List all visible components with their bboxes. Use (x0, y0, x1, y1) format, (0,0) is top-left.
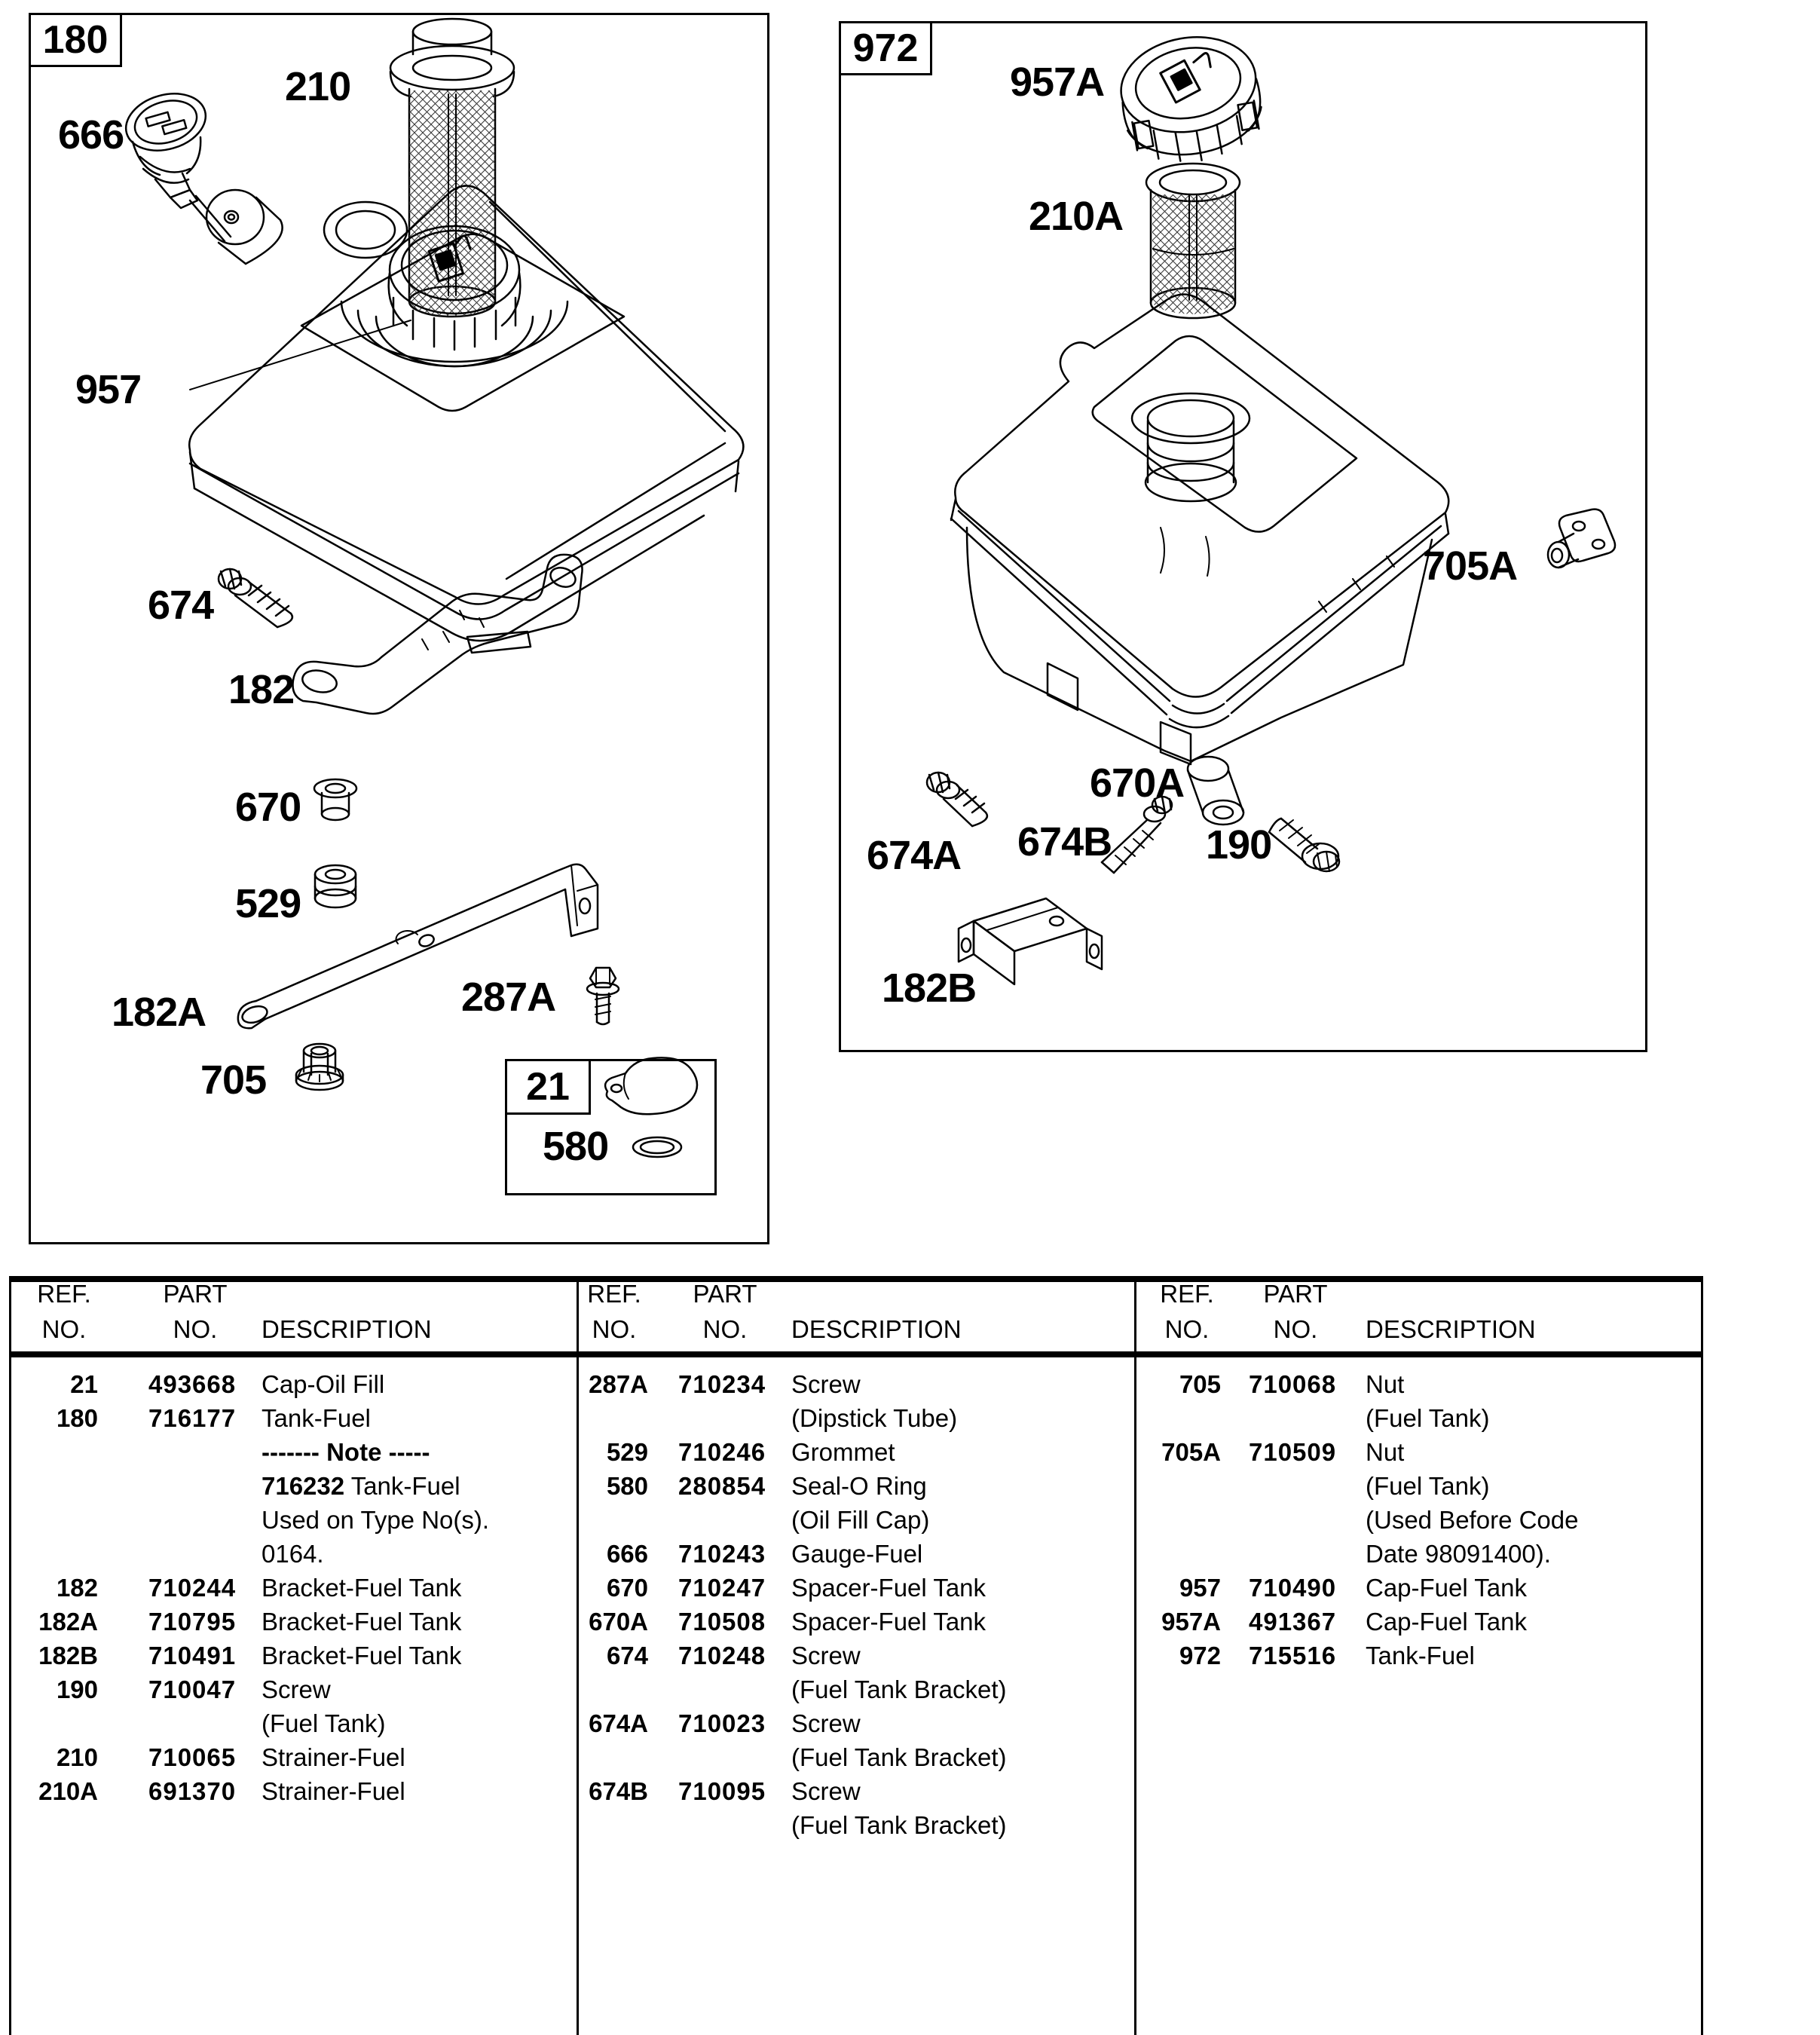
table-desc-continuation: (Fuel Tank) (1366, 1472, 1490, 1500)
table-desc-cell: Bracket-Fuel Tank (262, 1642, 462, 1669)
table-desc-cell: Cap-Oil Fill (262, 1370, 385, 1398)
header-ref-1: REF. (37, 1280, 91, 1308)
bracket-182B-drawing (959, 898, 1102, 984)
table-desc-cell: Strainer-Fuel (262, 1777, 405, 1805)
callout-957: 957 (75, 367, 142, 412)
table-part-cell: 710023 (678, 1709, 766, 1737)
table-part-cell: 716177 (148, 1404, 237, 1432)
bracket-182-drawing (293, 555, 583, 714)
table-ref-cell: 182A (38, 1608, 98, 1636)
table-ref-cell: 666 (606, 1540, 648, 1568)
nut-705A-drawing (1548, 510, 1615, 568)
callout-210: 210 (285, 64, 351, 109)
callout-182B: 182B (882, 965, 977, 1011)
header-part-1: PART (1263, 1280, 1328, 1308)
table-desc-continuation: Date 98091400). (1366, 1540, 1551, 1568)
header-description: DESCRIPTION (791, 1315, 962, 1343)
header-part-1: PART (163, 1280, 228, 1308)
table-part-cell: 710490 (1249, 1574, 1337, 1602)
callout-674: 674 (148, 583, 214, 628)
table-ref-cell: 529 (606, 1438, 648, 1466)
callout-670A: 670A (1090, 760, 1185, 806)
table-desc-cell: Nut (1366, 1438, 1405, 1466)
table-part-cell: 715516 (1249, 1642, 1337, 1669)
fuel-tank-972-drawing (951, 294, 1448, 764)
table-desc-cell: Spacer-Fuel Tank (791, 1574, 986, 1602)
table-ref-cell: 972 (1179, 1642, 1221, 1669)
table-part-cell: 691370 (148, 1777, 237, 1805)
callout-957A: 957A (1010, 60, 1105, 105)
table-desc-cell: Screw (791, 1709, 861, 1737)
table-desc-cell: Screw (262, 1675, 331, 1703)
table-desc-cell: Gauge-Fuel (791, 1540, 923, 1568)
table-ref-cell: 182B (38, 1642, 98, 1669)
table-note-line: 716232 Tank-Fuel (262, 1472, 460, 1500)
table-part-cell: 710234 (678, 1370, 766, 1398)
table-part-cell: 710244 (148, 1574, 237, 1602)
callout-529: 529 (235, 881, 301, 926)
table-part-cell: 493668 (148, 1370, 237, 1398)
table-ref-cell: 180 (56, 1404, 98, 1432)
table-desc-continuation: (Dipstick Tube) (791, 1404, 958, 1432)
screw-674-drawing (219, 569, 292, 627)
table-part-cell: 710247 (678, 1574, 766, 1602)
header-part-2: NO. (173, 1315, 218, 1343)
table-ref-cell: 674B (589, 1777, 648, 1805)
table-part-cell: 710248 (678, 1642, 766, 1669)
header-part-1: PART (693, 1280, 757, 1308)
table-desc-continuation: (Fuel Tank Bracket) (791, 1811, 1007, 1839)
callout-210A: 210A (1029, 194, 1124, 239)
table-top-border (9, 1276, 1701, 1282)
grommet-529-drawing (315, 865, 356, 907)
header-description: DESCRIPTION (262, 1315, 432, 1343)
table-part-cell: 280854 (678, 1472, 766, 1500)
callout-182: 182 (228, 667, 295, 712)
table-part-cell: 710047 (148, 1675, 237, 1703)
table-desc-continuation: (Fuel Tank) (1366, 1404, 1490, 1432)
table-desc-cell: Bracket-Fuel Tank (262, 1608, 462, 1636)
table-desc-cell: Seal-O Ring (791, 1472, 927, 1500)
seal-o-ring-580-drawing (633, 1137, 681, 1157)
table-desc-cell: Bracket-Fuel Tank (262, 1574, 462, 1602)
header-ref-2: NO. (1164, 1315, 1210, 1343)
callout-670: 670 (235, 785, 301, 830)
callout-287A: 287A (461, 975, 556, 1020)
table-desc-cell: Screw (791, 1642, 861, 1669)
table-ref-cell: 670A (589, 1608, 648, 1636)
box-180-label-text: 180 (42, 18, 109, 62)
screw-190-drawing (1269, 819, 1339, 871)
table-part-cell: 710068 (1249, 1370, 1337, 1398)
table-ref-cell: 210A (38, 1777, 98, 1805)
screw-674B-drawing (1102, 797, 1172, 873)
callout-182A: 182A (112, 990, 206, 1035)
table-part-cell: 491367 (1249, 1608, 1337, 1636)
header-ref-1: REF. (587, 1280, 641, 1308)
header-description: DESCRIPTION (1366, 1315, 1536, 1343)
spacer-670-drawing (314, 779, 356, 820)
box-21-label-text: 21 (526, 1065, 570, 1109)
table-note-line: ------- Note ----- (262, 1438, 430, 1466)
spacer-670A-drawing (1188, 757, 1243, 825)
table-desc-cell: Screw (791, 1777, 861, 1805)
nut-705-drawing (296, 1044, 343, 1090)
table-part-cell: 710095 (678, 1777, 766, 1805)
callout-580: 580 (543, 1124, 609, 1169)
table-ref-cell: 287A (589, 1370, 648, 1398)
screw-287A-drawing (587, 968, 619, 1024)
table-desc-cell: Strainer-Fuel (262, 1743, 405, 1771)
table-desc-cell: Grommet (791, 1438, 895, 1466)
callout-674B: 674B (1017, 819, 1112, 864)
table-note-line: 0164. (262, 1540, 324, 1568)
table-desc-cell: Cap-Fuel Tank (1366, 1608, 1528, 1636)
table-ref-cell: 957 (1179, 1574, 1221, 1602)
table-ref-cell: 182 (56, 1574, 98, 1602)
table-desc-cell: Tank-Fuel (262, 1404, 371, 1432)
box-972-label-text: 972 (852, 26, 919, 70)
table-desc-cell: Nut (1366, 1370, 1405, 1398)
table-part-cell: 710246 (678, 1438, 766, 1466)
table-ref-cell: 21 (70, 1370, 98, 1398)
table-ref-cell: 674A (589, 1709, 648, 1737)
table-part-cell: 710508 (678, 1608, 766, 1636)
fuel-strainer-210A-drawing (1146, 164, 1240, 318)
callout-674A: 674A (867, 833, 962, 878)
table-part-cell: 710491 (148, 1642, 237, 1669)
table-header-rule (9, 1351, 1701, 1357)
fuel-gauge-666-drawing (119, 85, 282, 264)
table-ref-cell: 190 (56, 1675, 98, 1703)
table-right-border (1701, 1276, 1703, 2035)
table-ref-cell: 674 (606, 1642, 648, 1669)
callout-666: 666 (58, 112, 124, 158)
fuel-strainer-210-drawing (390, 19, 514, 317)
header-ref-2: NO. (592, 1315, 637, 1343)
table-part-cell: 710509 (1249, 1438, 1337, 1466)
table-part-cell: 710243 (678, 1540, 766, 1568)
table-part-cell: 710065 (148, 1743, 237, 1771)
table-desc-continuation: (Oil Fill Cap) (791, 1506, 930, 1534)
table-ref-cell: 580 (606, 1472, 648, 1500)
fuel-cap-957A-drawing (1112, 26, 1269, 172)
table-desc-cell: Cap-Fuel Tank (1366, 1574, 1528, 1602)
table-ref-cell: 670 (606, 1574, 648, 1602)
table-desc-continuation: (Fuel Tank) (262, 1709, 386, 1737)
header-ref-1: REF. (1160, 1280, 1214, 1308)
table-desc-cell: Tank-Fuel (1366, 1642, 1475, 1669)
header-part-2: NO. (1273, 1315, 1318, 1343)
table-desc-cell: Spacer-Fuel Tank (791, 1608, 986, 1636)
header-ref-2: NO. (41, 1315, 87, 1343)
table-desc-continuation: (Fuel Tank Bracket) (791, 1743, 1007, 1771)
table-desc-cell: Screw (791, 1370, 861, 1398)
table-ref-cell: 705A (1161, 1438, 1221, 1466)
table-desc-continuation: (Used Before Code (1366, 1506, 1579, 1534)
table-desc-continuation: (Fuel Tank Bracket) (791, 1675, 1007, 1703)
callout-705: 705 (200, 1057, 267, 1103)
table-ref-cell: 705 (1179, 1370, 1221, 1398)
screw-674A-drawing (927, 773, 987, 826)
oil-fill-cap-21-drawing (605, 1057, 697, 1114)
table-note-line: Used on Type No(s). (262, 1506, 490, 1534)
callout-705A: 705A (1423, 543, 1518, 589)
callout-190: 190 (1206, 822, 1272, 868)
table-ref-cell: 957A (1161, 1608, 1221, 1636)
table-ref-cell: 210 (56, 1743, 98, 1771)
header-part-2: NO. (702, 1315, 748, 1343)
table-part-cell: 710795 (148, 1608, 237, 1636)
